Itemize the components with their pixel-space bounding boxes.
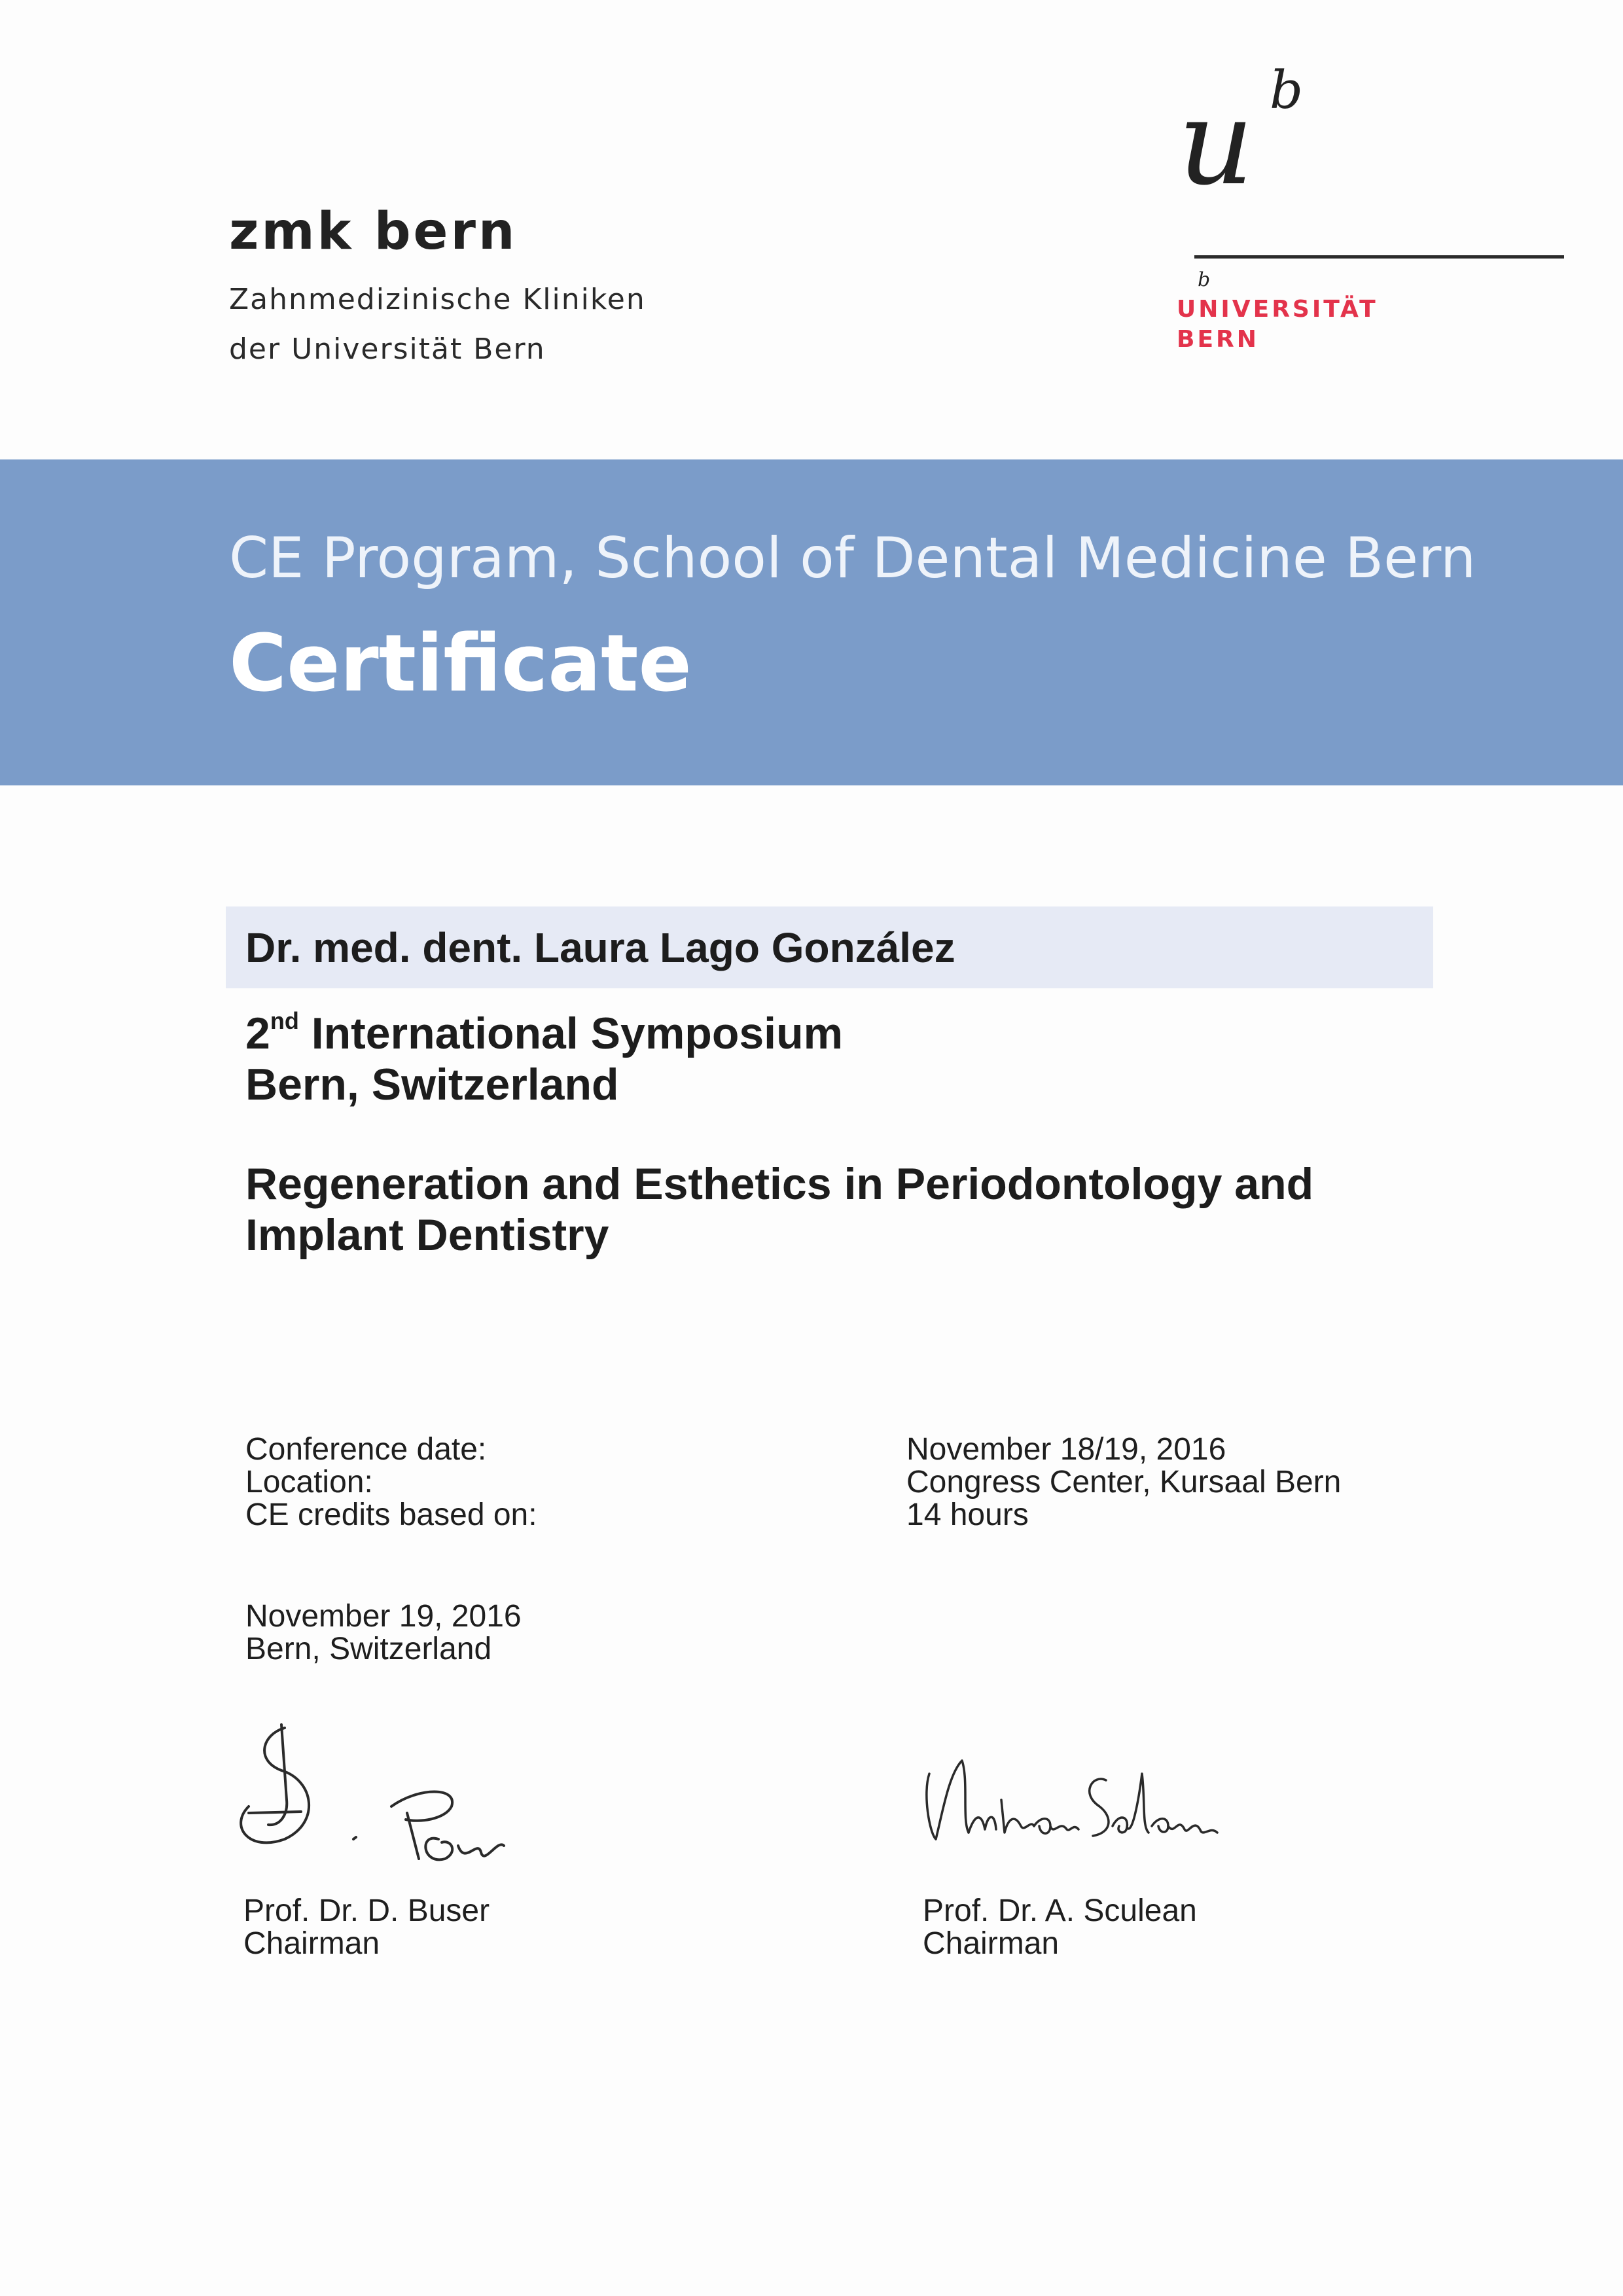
certificate-title: Certificate <box>229 619 692 709</box>
event-name-line <box>245 1008 843 1059</box>
program-subtitle: CE Program, School of Dental Medicine Bern <box>229 526 1476 591</box>
label-location: Location: <box>245 1465 373 1499</box>
event-name: International Symposium <box>311 1009 844 1058</box>
logo-superscript: b <box>1270 60 1304 120</box>
university-logo-icon <box>1171 59 1315 203</box>
university-name <box>1177 295 1378 355</box>
event-block <box>245 1008 843 1110</box>
details-values <box>906 1433 1341 1532</box>
issue-block <box>245 1600 522 1666</box>
zmk-bern-title: zmk bern <box>229 202 518 261</box>
details-labels <box>245 1433 537 1532</box>
logo-divider <box>1194 255 1564 259</box>
event-ordinal-number: 2 <box>245 1009 270 1058</box>
zmk-subtitle-line1: Zahnmedizinische Kliniken <box>229 283 646 316</box>
signatory-1 <box>243 1895 490 1960</box>
signatory-2-name: Prof. Dr. A. Sculean <box>923 1893 1197 1928</box>
logo-mark: u <box>1178 75 1254 203</box>
university-name-line2: BERN <box>1177 326 1259 353</box>
label-ce-credits: CE credits based on: <box>245 1498 537 1532</box>
zmk-bern-subtitle <box>229 275 646 374</box>
label-conference-date: Conference date: <box>245 1432 487 1467</box>
event-ordinal-suffix: nd <box>270 1007 299 1034</box>
recipient-name: Dr. med. dent. Laura Lago González <box>245 924 955 971</box>
logo-small-b: b <box>1198 268 1211 291</box>
zmk-subtitle-line2: der Universität Bern <box>229 332 546 366</box>
university-name-line1: UNIVERSITÄT <box>1177 296 1378 323</box>
value-ce-credits: 14 hours <box>906 1498 1029 1532</box>
issue-place: Bern, Switzerland <box>245 1632 492 1666</box>
signatory-2 <box>923 1895 1197 1960</box>
value-conference-date: November 18/19, 2016 <box>906 1432 1226 1467</box>
signatory-2-role: Chairman <box>923 1926 1060 1961</box>
value-location: Congress Center, Kursaal Bern <box>906 1465 1342 1499</box>
issue-date: November 19, 2016 <box>245 1599 522 1634</box>
signature-sculean-icon <box>916 1734 1257 1872</box>
signature-buser-icon <box>223 1708 589 1872</box>
event-place: Bern, Switzerland <box>245 1060 619 1109</box>
signatory-1-name: Prof. Dr. D. Buser <box>243 1893 490 1928</box>
event-topic: Regeneration and Esthetics in Periodontology and Implant Dentistry <box>245 1159 1314 1260</box>
signatory-1-role: Chairman <box>243 1926 380 1961</box>
